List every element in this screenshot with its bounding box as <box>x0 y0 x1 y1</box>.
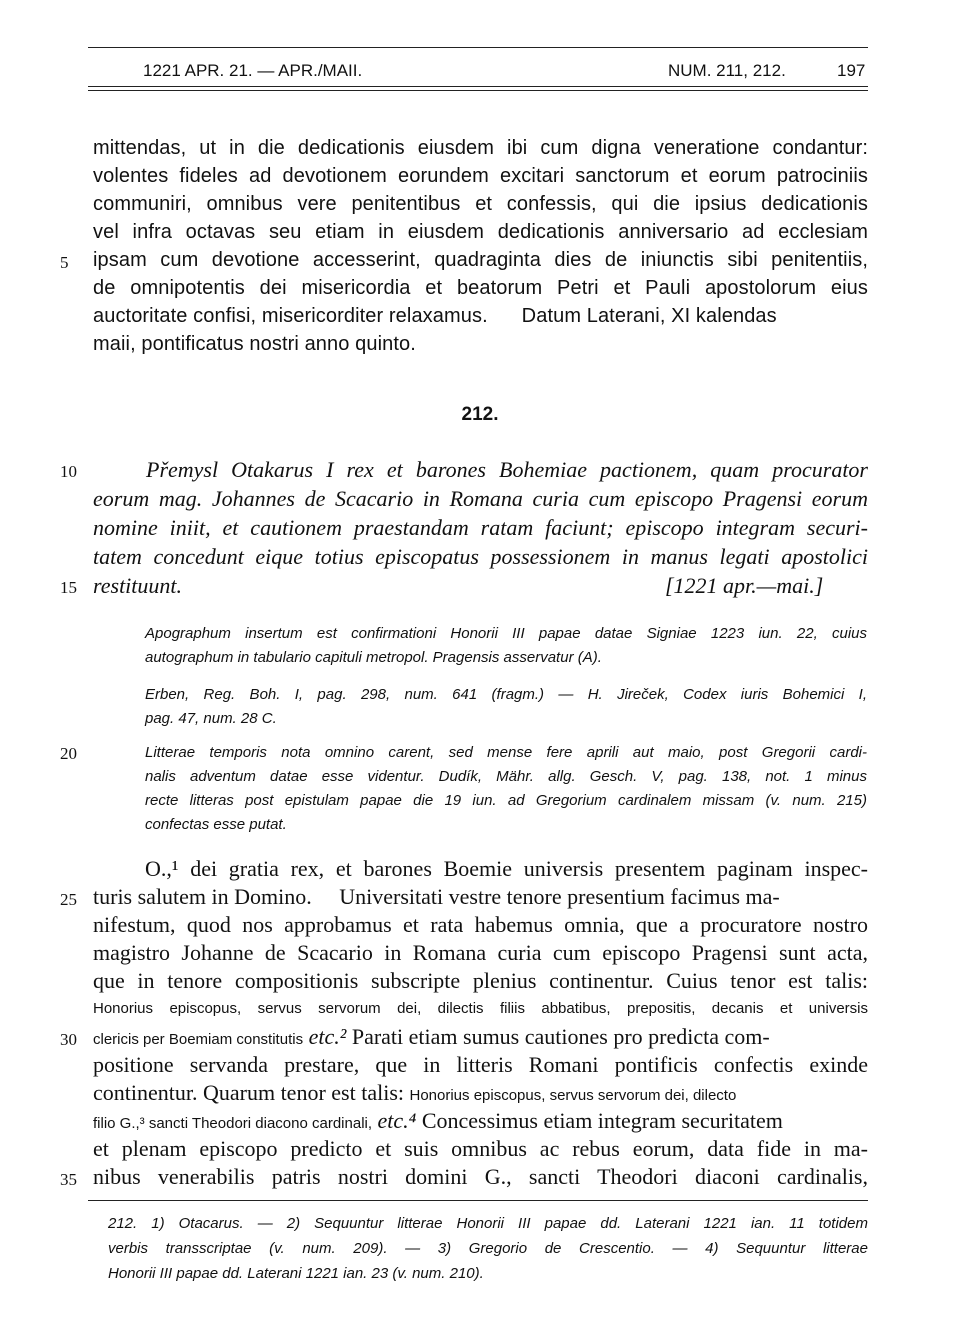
body-line: volentes fideles ad devotionem eorundem excitari sanctorum et eorum patrociniis <box>93 165 868 187</box>
inserted-letter-line: Honorius episcopus, servus servorum dei, dilectis filiis abbatibus, prepositis, decanis et universis <box>93 1000 868 1017</box>
apographum-note: Apographum insertum est confirmationi Honorii III papae datae Signiae 1223 iun. 22, cuius <box>145 625 867 642</box>
text-line: turis salutem in Domino. Universitati vestre tenore presentium facimus ma- <box>93 884 780 909</box>
body-line: ipsam cum devotione accesserint, quadraginta dies de iniunctis sibi penitentiis, <box>93 249 868 271</box>
text-line: O.,¹ dei gratia rex, et barones Boemie universis presentem paginam inspec- <box>145 856 868 881</box>
line-number: 15 <box>60 578 77 597</box>
footnote-line: 212. 1) Otacarus. — 2) Sequuntur litterae Honorii III papae dd. Laterani 1221 ian. 11 totidem <box>108 1215 868 1232</box>
text-line: nifestum, quod nos approbamus et rata habemus omnia, que a procuratore nostro <box>93 912 868 937</box>
dating-note: recte litteras post epistulam papae die 19 iun. ad Gregorium cardinalem missam (v. num. 215) <box>145 792 867 809</box>
page-number: 197 <box>837 61 866 80</box>
header-number: NUM. 211, 212. <box>668 61 786 80</box>
body-line: maii, pontificatus nostri anno quinto. <box>93 333 416 355</box>
line-number: 5 <box>60 253 69 272</box>
footnote-line: verbis transscriptae (v. num. 209). — 3) Gregorio de Crescentio. — 4) Sequuntur litterae <box>108 1240 868 1257</box>
text-line: positione servanda prestare, que in litteris Romani pontificis confectis exinde <box>93 1052 868 1077</box>
body-line: mittendas, ut in die dedicationis eiusdem ibi cum digna veneratione condantur: <box>93 137 868 159</box>
body-line: de omnipotentis dei misericordia et beatorum Petri et Pauli apostolorum eius <box>93 277 868 299</box>
line-number: 30 <box>60 1030 77 1049</box>
dating-note: nalis adventum datae esse videntur. Dudík, Mähr. allg. Gesch. V, pag. 138, not. 1 minus <box>145 768 867 785</box>
line-number: 35 <box>60 1170 77 1189</box>
line-number: 25 <box>60 890 77 909</box>
inserted-letter-fragment: clericis per Boemiam constitutis <box>93 1031 304 1048</box>
apographum-note: autographum in tabulario capituli metropol. Pragensis asservatur (A). <box>145 649 602 666</box>
body-line: vel infra octavas seu etiam in eiusdem dedicationis anniversario ad ecclesiam <box>93 221 868 243</box>
body-line: auctoritate confisi, misericorditer relaxamus. Datum Laterani, XI kalendas <box>93 305 777 327</box>
line-number: 10 <box>60 462 77 481</box>
header-bottom-rule <box>88 86 868 87</box>
header-bottom-rule-2 <box>88 90 868 91</box>
text-line <box>93 1080 868 1106</box>
dating-note: confectas esse putat. <box>145 816 287 833</box>
text-line: que in tenore compositionis subscripte plenius continentur. Cuius tenor est talis: <box>93 968 868 993</box>
inserted-letter-fragment: Honorius episcopus, servus servorum dei, dilecto <box>409 1087 737 1104</box>
dating-note: Litterae temporis nota omnino carent, sed mense fere aprili aut maio, post Gregorii cardi- <box>145 744 867 761</box>
etc-marker: etc.⁴ <box>377 1108 417 1133</box>
text-line: et plenam episcopo predicto et suis omnibus ac rebus eorum, data fide in ma- <box>93 1136 868 1161</box>
description-line: tatem concedunt eique totius episcopatus possessionem in manus legati apostolici <box>93 544 868 569</box>
inserted-letter-fragment: filio G.,³ sancti Theodori diacono cardinali, <box>93 1115 373 1132</box>
header-top-rule <box>88 47 868 48</box>
document-number: 212. <box>461 404 499 425</box>
footnote-line: Honorii III papae dd. Laterani 1221 ian. 23 (v. num. 210). <box>108 1265 484 1282</box>
line-number: 20 <box>60 744 77 763</box>
text-line: nibus venerabilis patris nostri domini G., sancti Theodori diaconi cardinalis, <box>93 1164 868 1189</box>
body-line: communiri, omnibus vere penitentibus et confessis, qui die ipsius dedicationis <box>93 193 868 215</box>
description-line: nomine iniit, et cautionem praestandam ratam faciunt; episcopo integram securi- <box>93 515 868 540</box>
text-line <box>93 1108 868 1134</box>
description-line: restituunt. <box>93 573 183 598</box>
footnote-rule <box>88 1200 868 1201</box>
date-bracket: [1221 apr.—mai.] <box>665 573 824 598</box>
description-line: eorum mag. Johannes de Scacario in Romana curia cum episcopo Pragensi eorum <box>93 486 868 511</box>
editions-note: Erben, Reg. Boh. I, pag. 298, num. 641 (fragm.) — H. Jireček, Codex iuris Bohemici I, <box>145 686 867 703</box>
description-line: Přemysl Otakarus I rex et barones Bohemiae pactionem, quam procurator <box>146 457 868 482</box>
text-fragment: continentur. Quarum tenor est talis: <box>93 1080 404 1105</box>
text-fragment: Parati etiam sumus cautiones pro predicta com- <box>351 1024 770 1049</box>
text-line <box>93 1024 868 1050</box>
text-fragment: Concessimus etiam integram securitatem <box>421 1108 783 1133</box>
editions-note: pag. 47, num. 28 C. <box>145 710 277 727</box>
running-header <box>88 58 868 86</box>
header-date: 1221 APR. 21. — APR./MAII. <box>143 61 363 80</box>
text-line: magistro Johanne de Scacario in Romana curia cum episcopo Pragensi sunt acta, <box>93 940 868 965</box>
etc-marker: etc.² <box>308 1024 347 1049</box>
